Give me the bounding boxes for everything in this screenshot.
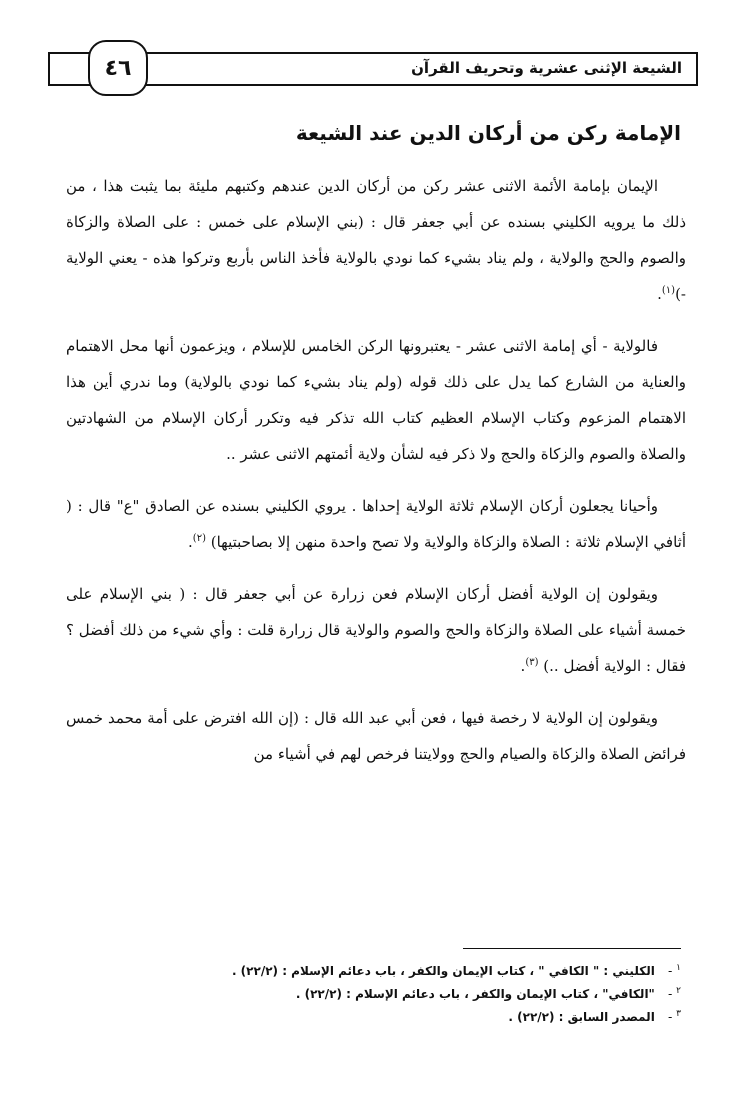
paragraph-4 — [66, 576, 686, 684]
footnote-1 — [81, 958, 681, 981]
footnote-ref[interactable]: (٢) — [192, 533, 206, 544]
body-text — [66, 168, 686, 788]
section-heading: الإمامة ركن من أركان الدين عند الشيعة — [295, 121, 681, 145]
page-number: ٤٦ — [88, 40, 148, 96]
footnote-ref[interactable]: (١) — [661, 285, 676, 296]
paragraph-text: فالولاية - أي إمامة الاثنى عشر - يعتبرونها الركن الخامس للإسلام ، ويزعمون أنها محل الاهتمام والعناية من الشارع كما يدل على ذلك قوله (ولم يناد بشيء كما نودي بالولاية) وما ندري أين هذا الاهتمام المزعوم وكتاب الإسلام العظيم كتاب الله تذكر فيه وتكرر أركان الإسلام من الشهادتين والصلاة والصوم والزكاة والحج ولا ذكر فيه لشأن ولاية أئمتهم الاثنى عشر .. — [66, 337, 686, 463]
footnote-3 — [81, 1004, 681, 1027]
page-header — [48, 44, 696, 88]
paragraph-text: وأحيانا يجعلون أركان الإسلام ثلاثة الولاية إحداها . يروي الكليني بسنده عن الصادق "ع" قال : ( أثافي الإسلام ثلاثة : الصلاة والزكاة والولاية ولا تصح واحدة منهن إلا بصاحبتيها) — [66, 497, 686, 551]
footnote-mark: $^١$ - — [668, 963, 681, 978]
paragraph-3 — [66, 488, 686, 560]
footnote-mark: $^٣$ - — [668, 1009, 681, 1024]
footnotes — [81, 958, 681, 1027]
paragraph-text: ويقولون إن الولاية لا رخصة فيها ، فعن أبي عبد الله قال : (إن الله افترض على أمة محمد خمس فرائض الصلاة والزكاة والصيام والحج وولايتنا فرخص لهم في أشياء من — [66, 709, 686, 763]
footnote-mark: $^٢$ - — [668, 986, 681, 1001]
footnote-text: المصدر السابق : (٢٢/٢) . — [508, 1010, 655, 1024]
running-title: الشيعة الإثنى عشرية وتحريف القرآن — [411, 59, 682, 77]
paragraph-tail: . — [657, 285, 662, 303]
footnote-text: الكليني : " الكافي " ، كتاب الإيمان والكفر ، باب دعائم الإسلام : (٢٢/٢) . — [231, 964, 655, 978]
paragraph-5 — [66, 700, 686, 772]
footnote-ref[interactable]: (٣) — [525, 657, 539, 668]
footnote-text: "الكافي" ، كتاب الإيمان والكفر ، باب دعائم الإسلام : (٢٢/٢) . — [295, 987, 655, 1001]
paragraph-text: الإيمان بإمامة الأئمة الاثنى عشر ركن من أركان الدين عندهم وكتبهم مليئة بما يثبت هذا ، من ذلك ما يرويه الكليني بسنده عن أبي جعفر قال : (بني الإسلام على خمس : على الصلاة والزكاة والصوم والحج والولاية ، ولم يناد بشيء كما نودي بالولاية فأخذ الناس بأربع وتركوا هذه - يعني الولاية -) — [66, 177, 686, 303]
paragraph-text: ويقولون إن الولاية أفضل أركان الإسلام فعن زرارة عن أبي جعفر قال : ( بني الإسلام على خمسة أشياء على الصلاة والزكاة والحج والصوم والولاية قال زرارة قلت : وأي شيء من ذلك أفضل ؟ فقال : الولاية أفضل ..) — [66, 585, 686, 675]
footnote-divider — [463, 948, 681, 949]
paragraph-tail: . — [520, 657, 526, 675]
paragraph-2 — [66, 328, 686, 472]
paragraph-1 — [66, 168, 686, 312]
footnote-2 — [81, 981, 681, 1004]
paragraph-tail: . — [188, 533, 193, 551]
